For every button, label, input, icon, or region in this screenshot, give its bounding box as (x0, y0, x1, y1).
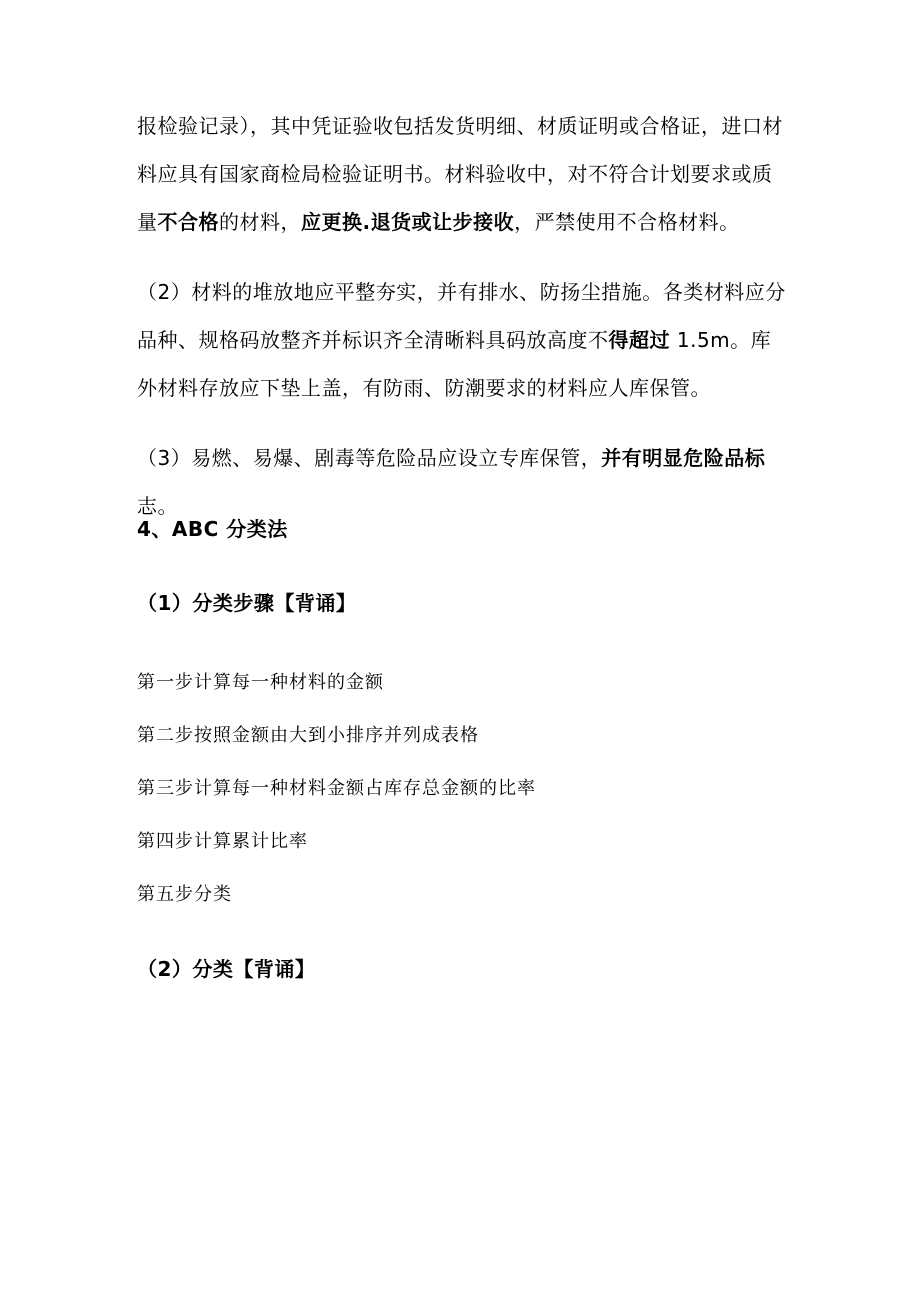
para2-text-2: 1.5m。库外材料存放应下垫上盖，有防雨、防潮要求的材料应人库保管。 (137, 328, 772, 400)
para3-bold-1: 并有明显危险品标 (601, 446, 766, 470)
subheading-classification: （2）分类【背诵】 (137, 957, 316, 981)
para3-text-2: 志。 (137, 494, 178, 518)
step-item: 第二步按照金额由大到小排序并列成表格 (137, 725, 479, 746)
para1-text-3: ，严禁使用不合格材料。 (514, 210, 740, 234)
para2-text-1: （2）材料的堆放地应平整夯实，并有排水、防扬尘措施。各类材料应分品种、规格码放整齐并标识齐全清晰料具码放高度不 (137, 280, 786, 352)
section-heading-abc: 4、ABC 分类法 (137, 517, 288, 541)
step-item: 第五步分类 (137, 884, 232, 905)
subheading-classification-steps: （1）分类步骤【背诵】 (137, 591, 357, 615)
step-item: 第三步计算每一种材料金额占库存总金额的比率 (137, 778, 536, 799)
para1-text-2: 的材料， (219, 210, 301, 234)
para1-bold-1: 不合格 (157, 210, 219, 234)
para2-bold-1: 得超过 (608, 328, 670, 352)
para1-bold-2: 应更换.退货或让步接收 (301, 210, 515, 234)
para3-text-1: （3）易燃、易爆、剧毒等危险品应设立专库保管， (137, 446, 602, 470)
step-item: 第四步计算累计比率 (137, 831, 308, 852)
para1-text-1: 报检验记录），其中凭证验收包括发货明细、材质证明或合格证，进口材料应具有国家商检局检验证明书。材料验收中，对不符合计划要求或质量 (137, 114, 783, 234)
paragraph-material-acceptance (137, 102, 787, 246)
step-item: 第一步计算每一种材料的金额 (137, 672, 384, 693)
paragraph-material-storage (137, 268, 787, 412)
